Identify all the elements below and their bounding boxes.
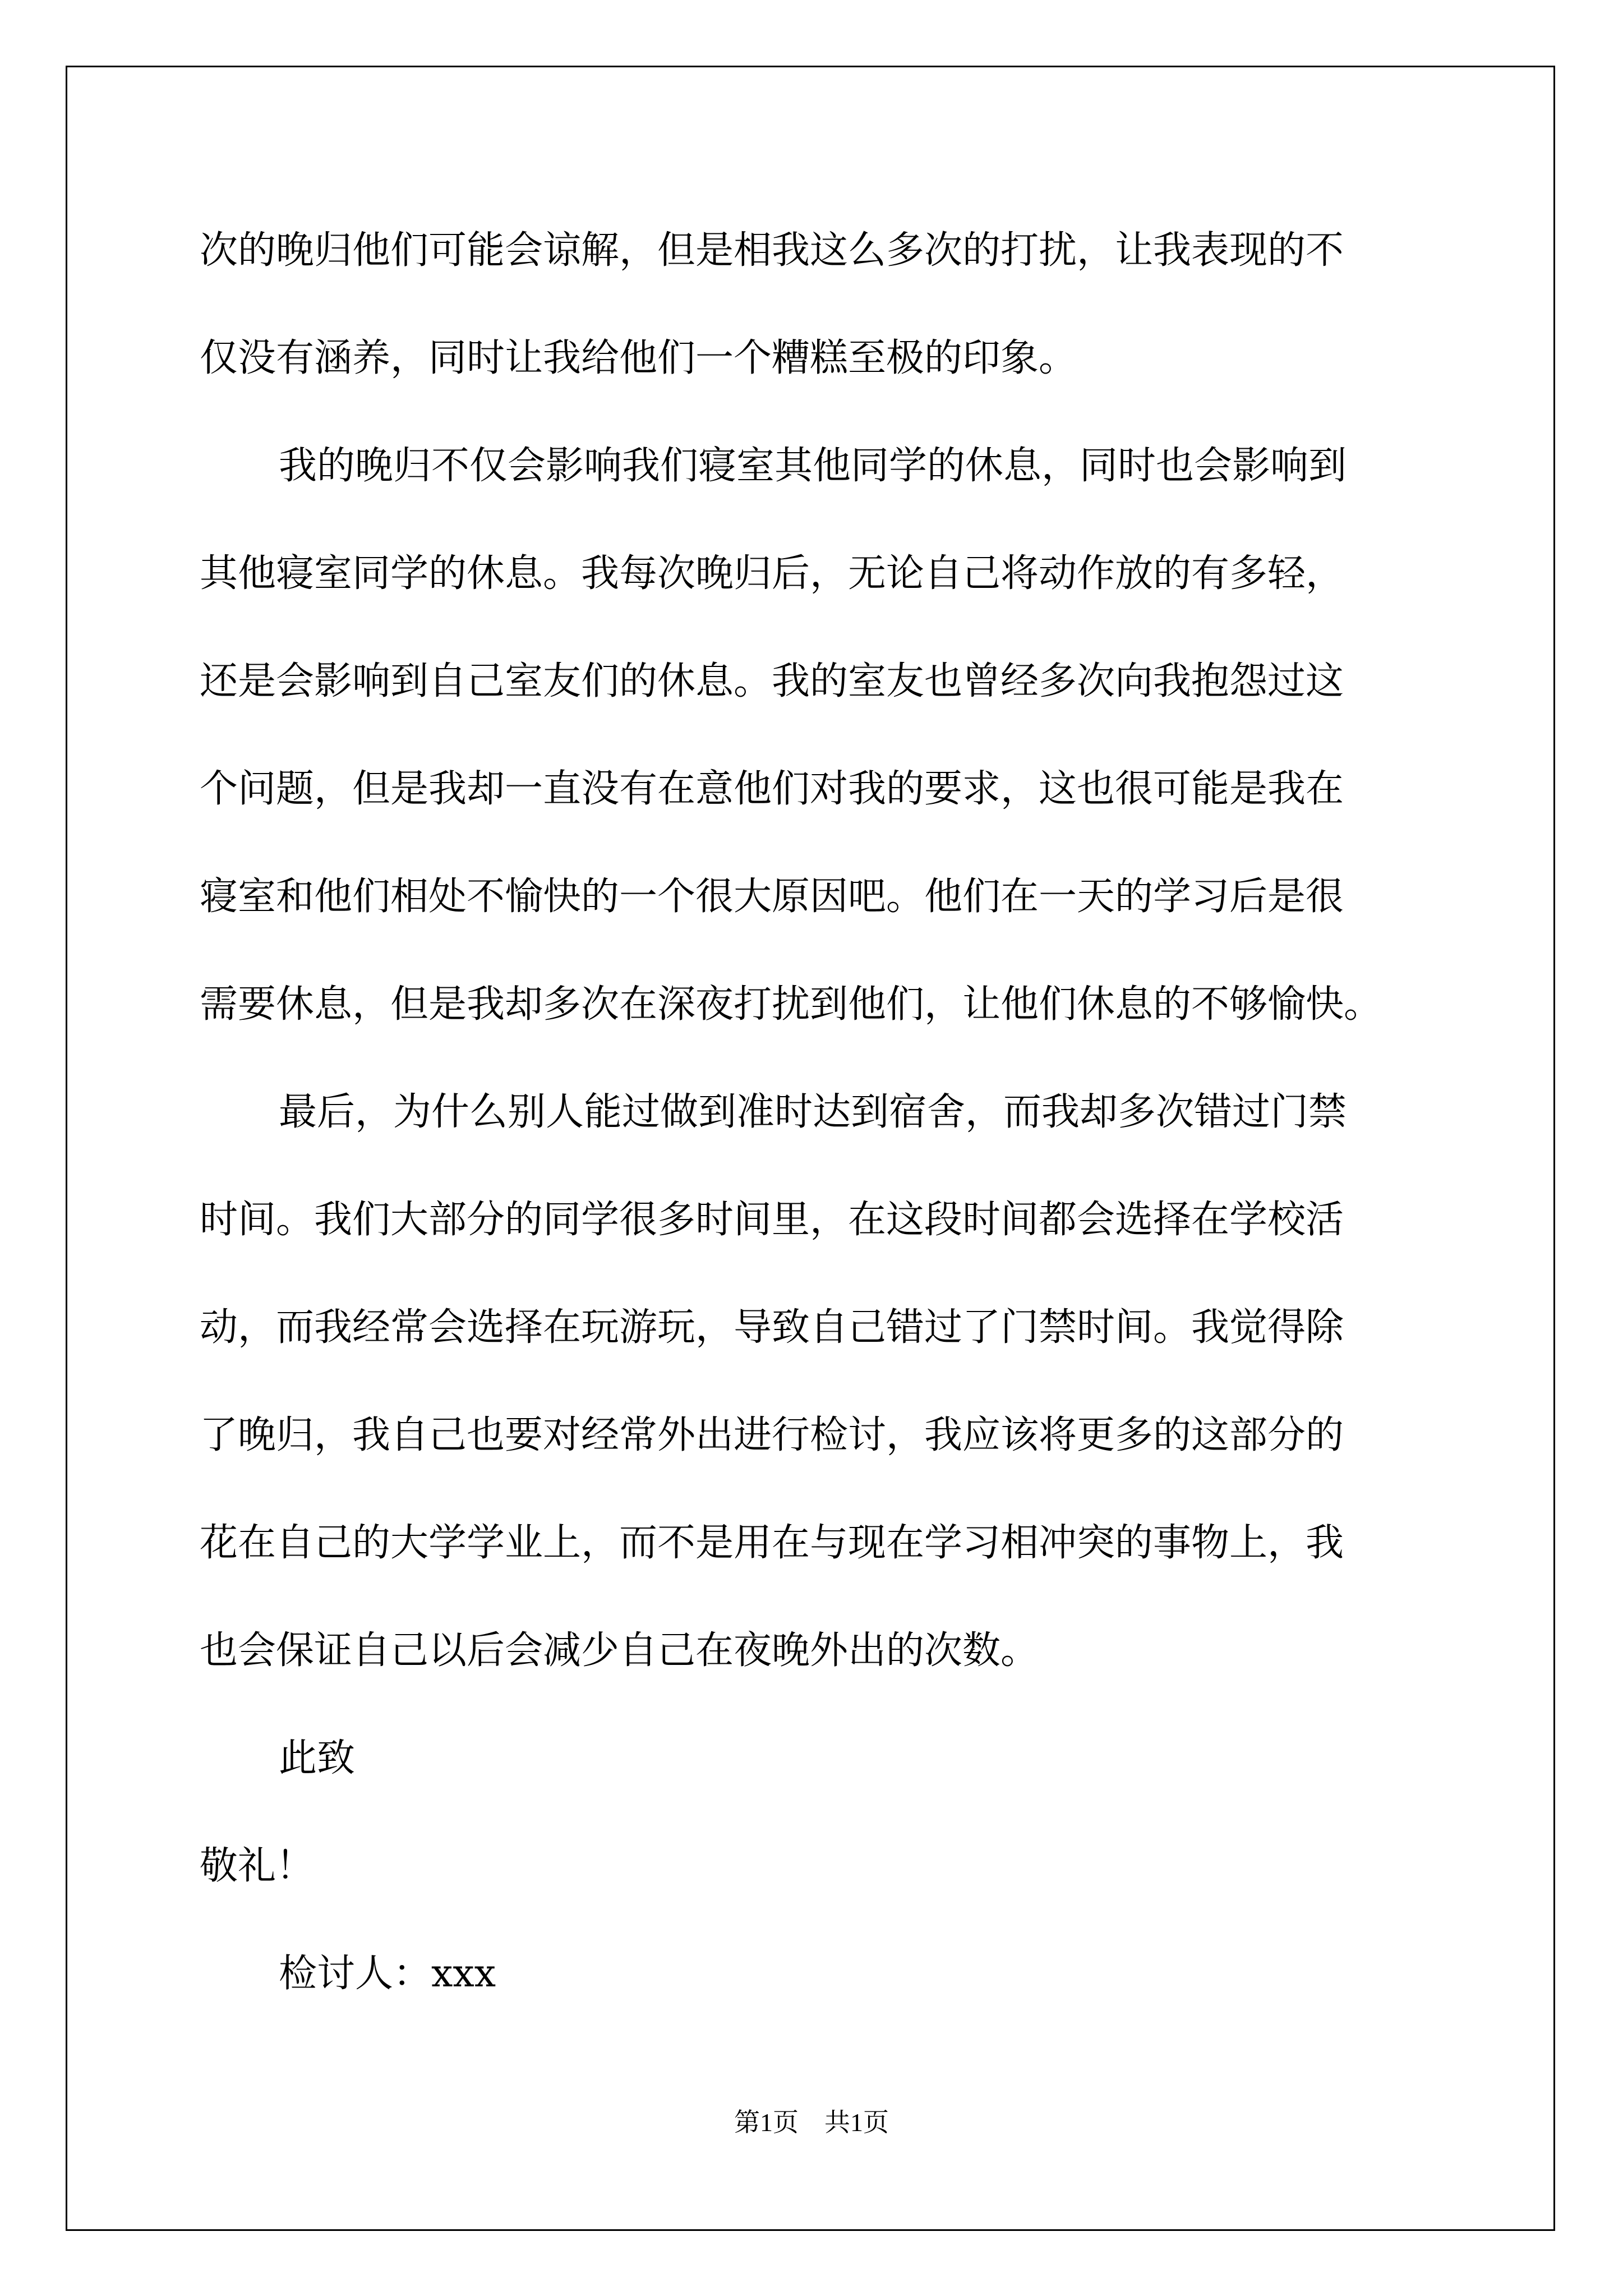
closing-regards: 敬礼！ <box>200 1844 315 1888</box>
text-line: 时间。我们大部分的同学很多时间里，在这段时间都会选择在学校活 <box>200 1198 1344 1242</box>
text-line: 需要休息，但是我却多次在深夜打扰到他们，让他们休息的不够愉快。 <box>200 982 1382 1027</box>
text-line: 我的晚归不仅会影响我们寝室其他同学的休息，同时也会影响到 <box>279 444 1347 488</box>
text-line: 寝室和他们相处不愉快的一个很大原因吧。他们在一天的学习后是很 <box>200 875 1344 919</box>
page-border <box>66 66 1555 2231</box>
page-number: 第1页 共1页 <box>734 2108 889 2137</box>
text-line: 还是会影响到自己室友们的休息。我的室友也曾经多次向我抱怨过这 <box>200 659 1344 703</box>
text-line: 了晚归，我自己也要对经常外出进行检讨，我应该将更多的这部分的 <box>200 1413 1344 1457</box>
text-line: 也会保证自己以后会减少自己在夜晚外出的次数。 <box>200 1628 1039 1673</box>
closing-salutation: 此致 <box>279 1736 356 1780</box>
text-line: 次的晚归他们可能会谅解，但是相我这么多次的打扰，让我表现的不 <box>200 228 1344 273</box>
signature-line: 检讨人：xxx <box>279 1952 496 1996</box>
text-line: 其他寝室同学的休息。我每次晚归后，无论自己将动作放的有多轻， <box>200 551 1344 596</box>
text-line: 仅没有涵养，同时让我给他们一个糟糕至极的印象。 <box>200 336 1077 380</box>
text-line: 个问题，但是我却一直没有在意他们对我的要求，这也很可能是我在 <box>200 767 1344 811</box>
text-line: 花在自己的大学学业上，而不是用在与现在学习相冲突的事物上，我 <box>200 1521 1344 1565</box>
text-line: 动，而我经常会选择在玩游玩，导致自己错过了门禁时间。我觉得除 <box>200 1305 1344 1350</box>
text-line: 最后，为什么别人能过做到准时达到宿舍，而我却多次错过门禁 <box>279 1090 1347 1134</box>
